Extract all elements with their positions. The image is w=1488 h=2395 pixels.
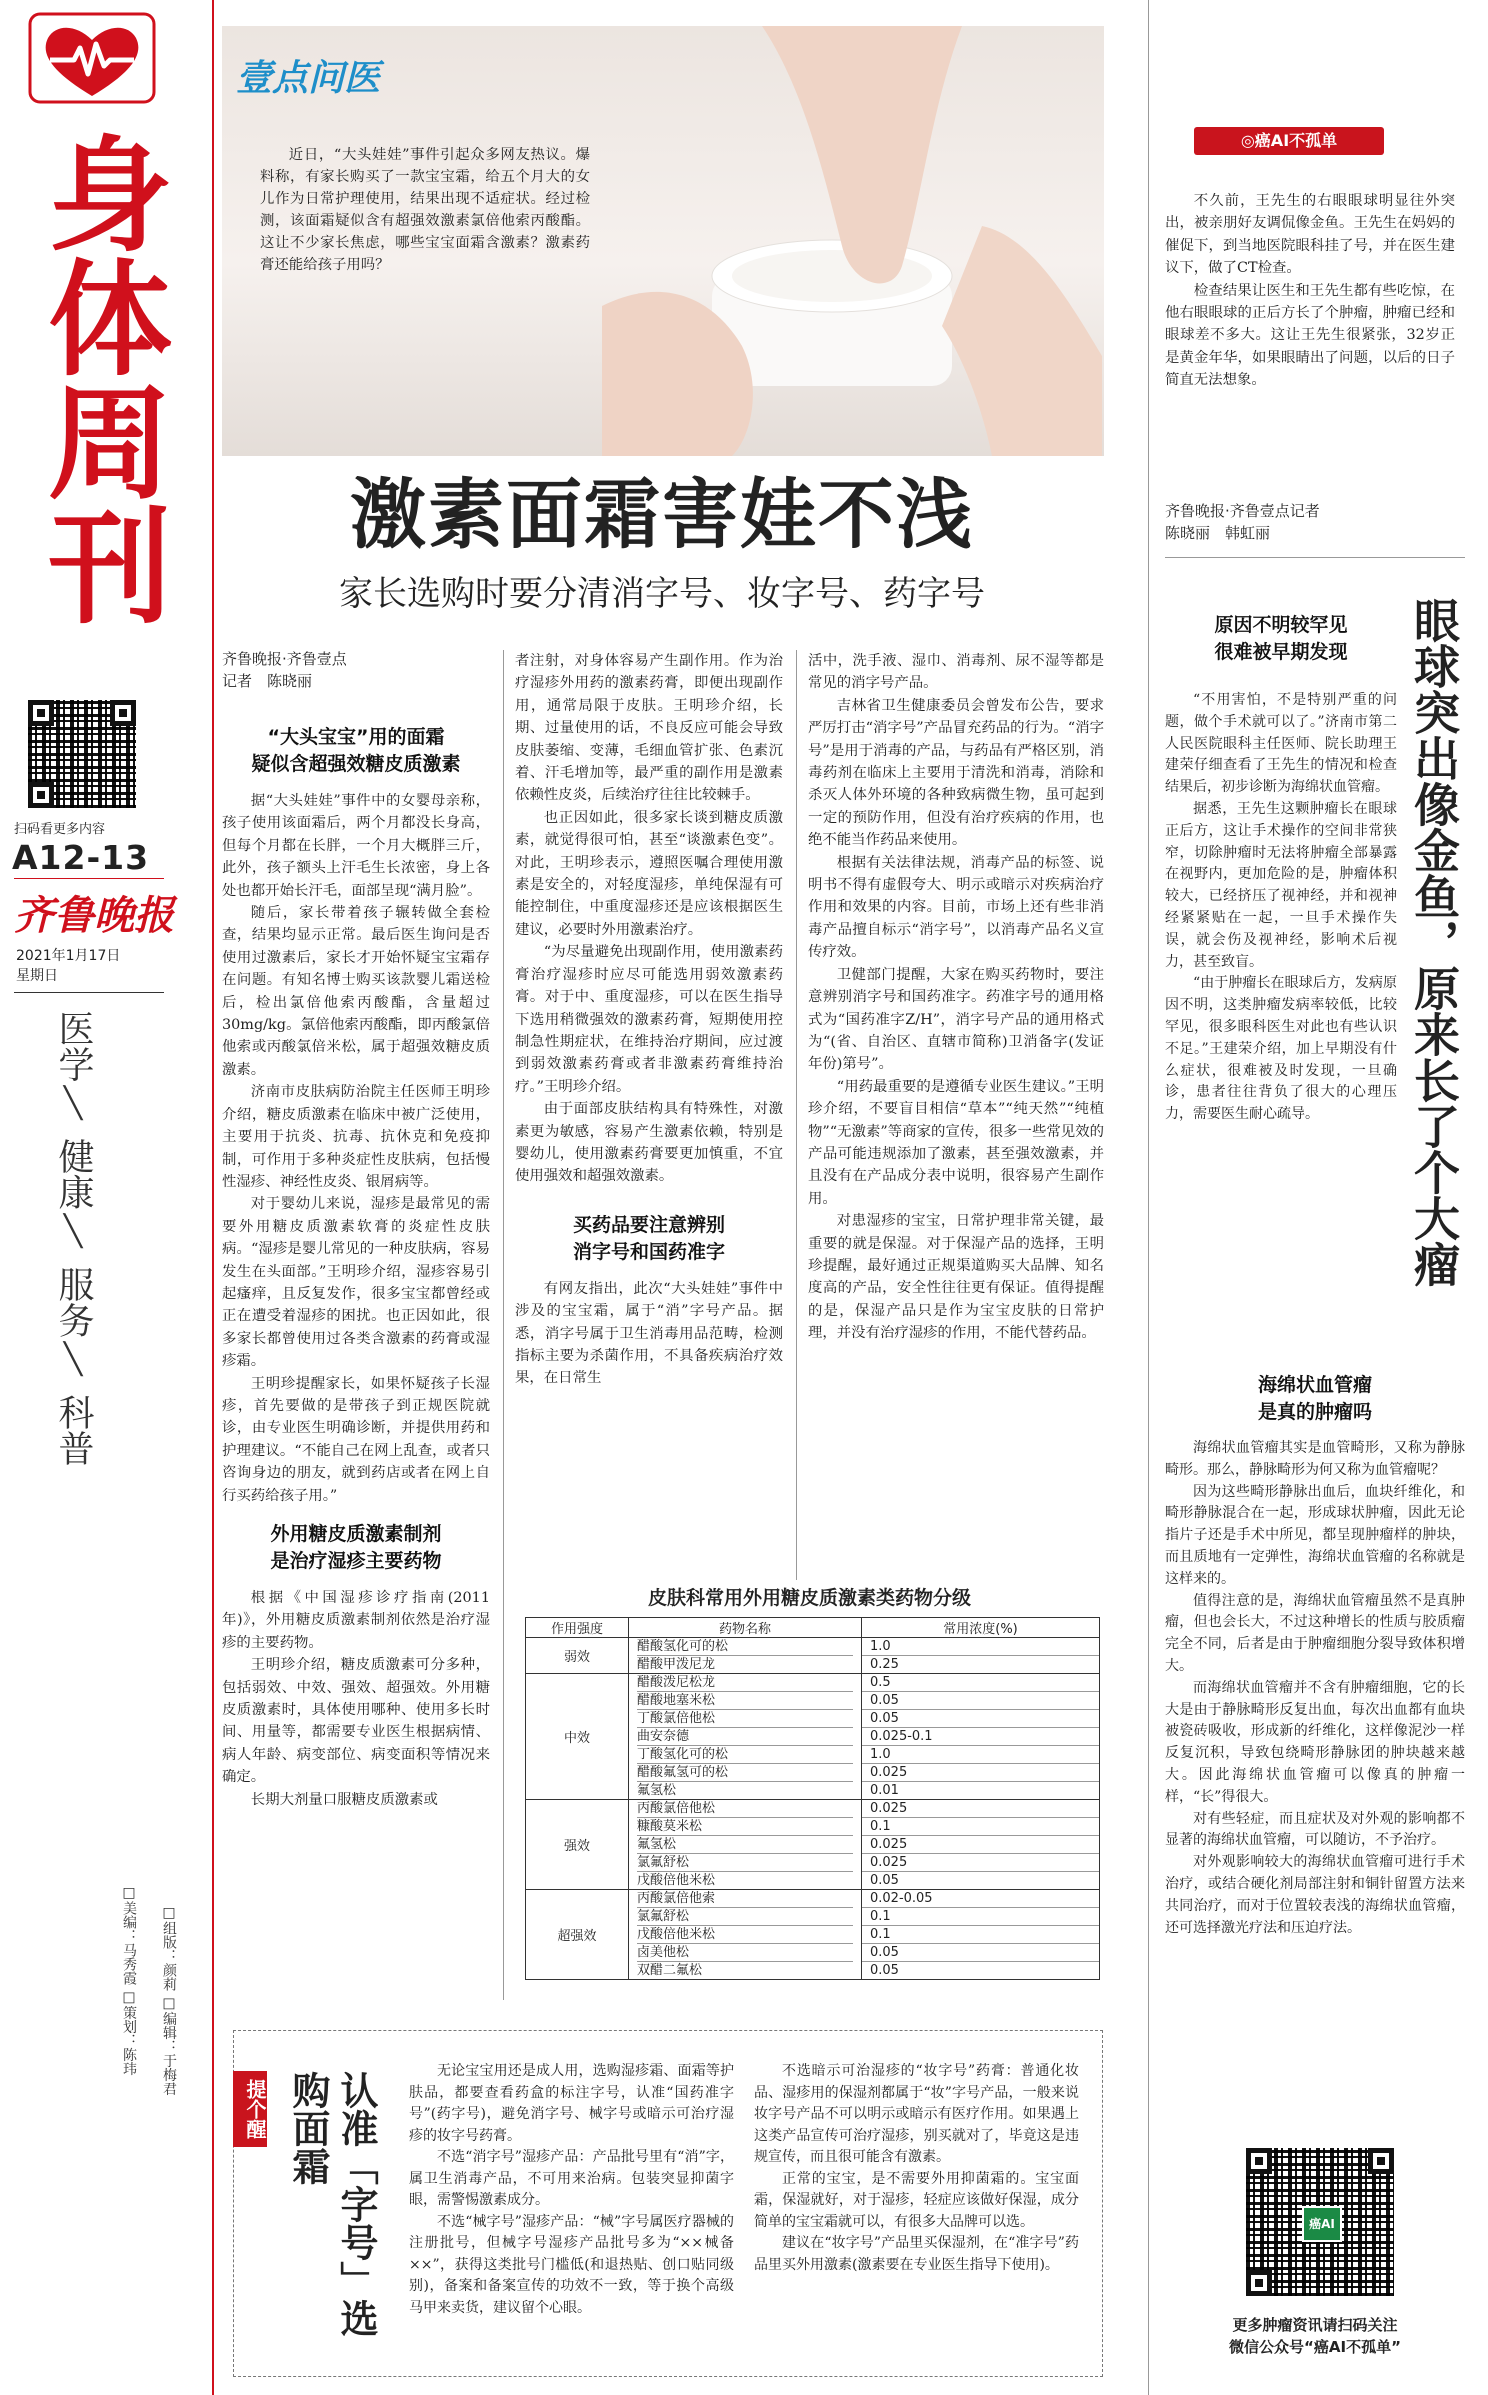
drug-concentration: 0.025 (862, 1764, 1099, 1782)
paragraph: 检查结果让医生和王先生都有些吃惊，在他右眼眼球的正后方长了个肿瘤，肿瘤已经和眼球差不多大。这让王先生很紧张，32岁正是黄金年华，如果眼睛出了问题，以后的日子简直无法想象。 (1165, 282, 1455, 389)
section-divider: ╲ (63, 1086, 83, 1121)
drug-concentration: 0.02-0.05 (862, 1890, 1099, 1908)
concentration-cell (862, 1800, 1100, 1890)
drug-concentration: 0.1 (862, 1908, 1099, 1926)
intro-text: 近日，“大头娃娃”事件引起众多网友热议。爆料称，有家长购买了一款宝宝霜，给五个月大的女儿作为日常护理使用，结果出现不适症状。经过检测，该面霜疑似含有超强效激素氯倍他索丙酸酯。这让不少家长焦虑，哪些宝宝面霜含激素？激素药膏还能给孩子用吗？ (260, 147, 590, 273)
drug-name: 丙酸氯倍他索 (637, 1890, 853, 1908)
drug-concentration: 0.05 (870, 1873, 899, 1888)
paragraph: 根据有关法律法规，消毒产品的标签、说明书不得有虚假夸大、明示或暗示对疾病治疗作用和效果的内容。目前，市场上还有些非消毒产品擅自标示“消字号”，以消毒产品名义宣传疗效。 (808, 854, 1104, 961)
drug-name: 曲安奈德 (637, 1728, 853, 1746)
drug-concentration: 0.025-0.1 (862, 1728, 1099, 1746)
section-divider: ╲ (63, 1342, 83, 1377)
reminder-box (233, 2030, 1103, 2377)
drug-name: 戊酸倍他米松 (637, 1873, 716, 1888)
reminder-column-1 (409, 2061, 734, 2319)
drug-name: 醋酸氢化可的松 (637, 1638, 853, 1656)
section-heading: 外用糖皮质激素制剂 是治疗湿疹主要药物 (270, 1523, 442, 1572)
paragraph: 不选“械字号”湿疹产品：“械”字号属医疗器械的注册批号，但械字号湿疹产品批号多为“××械备××”，获得这类批号门槛低(和退热贴、创口贴同级别)，备案和备案宣传的功效不一致，等于换个高级马甲来卖货，建议留个心眼。 (409, 2213, 734, 2316)
drug-name: 丁酸氯倍他松 (637, 1710, 853, 1728)
drug-name: 氟氢松 (637, 1836, 853, 1854)
section-item: 服务 (53, 1266, 94, 1338)
drug-name-cell (629, 1638, 862, 1674)
reminder-column-2 (754, 2061, 1079, 2276)
paragraph: 者注射，对身体容易产生副作用。作为治疗湿疹外用药的激素药膏，即便出现副作用，通常局限于皮肤。王明珍介绍，长期、过量使用的话，不良反应可能会导致皮肤萎缩、变薄，毛细血管扩张、色素沉着、汗毛增加等，最严重的副作用是激素依赖性皮炎，后续治疗往往比较棘手。 (515, 653, 783, 804)
table-header: 药物名称 (629, 1618, 862, 1638)
paragraph: 不选“消字号”湿疹产品：产品批号里有“消”字，属卫生消毒产品，不可用来治病。包装突显抑菌字眼，需警惕激素成分。 (409, 2149, 734, 2208)
table-row (526, 1890, 1100, 1980)
drug-concentration: 0.025 (862, 1836, 1099, 1854)
drug-concentration: 0.025 (862, 1854, 1099, 1872)
strength-cell: 中效 (526, 1674, 629, 1800)
paper-name: 齐鲁晚报 (14, 892, 174, 939)
paragraph: 卫健部门提醒，大家在购买药物时，要注意辨别消字号和国药准字。药准字号的通用格式为“国药准字Z/H”，消字号产品的通用格式为“(省、自治区、直辖市简称)卫消备字(发证年份)第号”。 (808, 966, 1104, 1073)
main-headline: 激素面霜害娃不浅 (350, 470, 974, 559)
drug-name: 氯氟舒松 (637, 1908, 853, 1926)
drug-name-cell (629, 1890, 862, 1980)
reminder-title: 认准「字号」选购面霜 (286, 2071, 379, 2337)
byline-org: 齐鲁晚报·齐鲁壹点记者 (1165, 502, 1320, 520)
intro-photo (222, 26, 1104, 456)
drug-name-cell (629, 1800, 862, 1890)
drug-name: 氯氟舒松 (637, 1854, 853, 1872)
paragraph: 吉林省卫生健康委员会曾发布公告，要求严厉打击“消字号”产品冒充药品的行为。“消字号”是用于消毒的产品，与药品有严格区别，消毒药剂在临床上主要用于清洗和消毒，消除和杀灭人体外环境的各种致病微生物，虽可起到一定的预防作用，但没有治疗疾病的作用，也绝不能当作药品来使用。 (808, 697, 1104, 849)
drug-concentration: 0.1 (862, 1818, 1099, 1836)
drug-name: 丙酸氯倍他松 (637, 1800, 853, 1818)
section-list (38, 1010, 108, 1466)
staff-credit: □组版：颜莉 (161, 1905, 177, 1991)
drug-concentration: 0.05 (862, 1692, 1099, 1710)
right-qr-caption: 更多肿瘤资讯请扫码关注 微信公众号“癌AI不孤单” (1229, 2316, 1401, 2356)
page-number: A12-13 (12, 838, 150, 877)
article-column-3 (808, 650, 1104, 1345)
drug-concentration: 0.1 (862, 1926, 1099, 1944)
section-item: 健康 (53, 1138, 94, 1210)
drug-name: 丁酸氢化可的松 (637, 1746, 853, 1764)
paragraph: 随后，家长带着孩子辗转做全套检查，结果均显示正常。最后医生询问是否使用过激素后，家长才开始怀疑宝宝霜存在问题。有知名博士购买该款婴儿霜送检后，检出氯倍他索丙酸酯，含量超过30mg/kg。氯倍他索丙酸酯，即丙酸氯倍他索或丙酸氯倍米松，属于超强效糖皮质激素。 (222, 905, 490, 1078)
drug-table-wrap (525, 1617, 1100, 1980)
drug-concentration: 0.05 (862, 1710, 1099, 1728)
paragraph: 因为这些畸形静脉出血后，血块纤维化，和畸形静脉混合在一起，形成球状肿瘤，因此无论指片子还是手术中所见，都呈现肿瘤样的肿块，而且质地有一定弹性，海绵状血管瘤的名称就是这样来的。 (1165, 1483, 1465, 1587)
right-intro (1165, 190, 1455, 392)
paragraph: 对有些轻症，而且症状及对外观的影响都不显著的海绵状血管瘤，可以随访，不予治疗。 (1165, 1810, 1465, 1849)
section-heading: “大头宝宝”用的面霜 疑似含超强效糖皮质激素 (251, 726, 461, 775)
issue-date: 2021年1月17日 (16, 948, 121, 964)
main-subtitle: 家长选购时要分清消字号、妆字号、药字号 (339, 574, 985, 614)
paragraph: 据悉，王先生这颗肿瘤长在眼球正后方，这让手术操作的空间非常狭窄，切除肿瘤时无法将肿瘤全部暴露在视野内，更加危险的是，肿瘤体积较大，已经挤压了视神经，并和视神经紧紧贴在一起，一旦手术操作失误，就会伤及视神经，影响术后视力，甚至致盲。 (1165, 800, 1397, 970)
drug-concentration: 0.05 (862, 1944, 1099, 1962)
paragraph: 长期大剂量口服糖皮质激素或 (250, 1791, 438, 1808)
qr-logo: 癌AI (1302, 2206, 1342, 2242)
drug-concentration: 1.0 (862, 1746, 1099, 1764)
right-subhead-1: 原因不明较罕见 很难被早期发现 (1214, 614, 1348, 663)
drug-name: 卤美他松 (637, 1944, 853, 1962)
cream-jar-illustration (602, 26, 1102, 456)
drug-table-title: 皮肤科常用外用糖皮质激素类药物分级 (647, 1587, 971, 1609)
drug-concentration: 0.01 (870, 1783, 899, 1798)
reminder-tag: 提个醒 (233, 2071, 267, 2147)
paragraph: 由于面部皮肤结构具有特殊性，对激素更为敏感，容易产生激素依赖，特别是婴幼儿，使用激素药膏要更加慎重，不宜使用强效和超强效激素。 (515, 1101, 783, 1185)
section-heading: 买药品要注意辨别 消字号和国药准字 (572, 1213, 725, 1263)
right-qr-code[interactable] (1246, 2148, 1394, 2296)
paragraph: 正常的宝宝，是不需要外用抑菌霜的。宝宝面霜，保湿就好，对于湿疹，轻症应该做好保湿，成分简单的宝宝霜就可以，有很多大品牌可以选。 (754, 2170, 1079, 2230)
strength-cell: 强效 (526, 1800, 629, 1890)
drug-concentration: 0.05 (870, 1963, 899, 1978)
concentration-cell (862, 1890, 1100, 1980)
paragraph: 根据《中国湿疹诊疗指南(2011年)》，外用糖皮质激素制剂依然是治疗湿疹的主要药物。 (222, 1590, 490, 1651)
section-item: 科普 (53, 1394, 94, 1466)
drug-name: 醋酸甲泼尼龙 (637, 1657, 716, 1672)
table-header: 常用浓度(%) (862, 1618, 1100, 1638)
drug-name: 醋酸泼尼松龙 (637, 1674, 853, 1692)
byline-org: 齐鲁晚报·齐鲁壹点 (222, 650, 347, 668)
heart-pulse-icon (22, 10, 162, 110)
paragraph: 活中，洗手液、湿巾、消毒剂、尿不湿等都是常见的消字号产品。 (808, 653, 1104, 692)
table-row (526, 1800, 1100, 1890)
drug-name: 醋酸地塞米松 (637, 1692, 853, 1710)
paragraph: 不久前，王先生的右眼眼球明显往外突出，被亲朋好友调侃像金鱼。王先生在妈妈的催促下，到当地医院眼科挂了号，并在医生建议下，做了CT检查。 (1165, 193, 1455, 277)
paragraph: 建议在“妆字号”产品里买保湿剂，在“准字号”药品里买外用激素(激素要在专业医生指导下使用)。 (754, 2235, 1079, 2273)
paragraph: “不用害怕，不是特别严重的问题，做个手术就可以了。”济南市第二人民医院眼科主任医师、院长助理王建荣仔细查看了王先生的情况和检查结果后，初步诊断为海绵状血管瘤。 (1165, 692, 1397, 796)
staff-credits (120, 1885, 138, 2185)
drug-name: 氟氢松 (637, 1783, 677, 1798)
masthead-qr-code[interactable] (28, 700, 136, 808)
paragraph: “用药最重要的是遵循专业医生建议。”王明珍介绍，不要盲目相信“草本”“纯天然”“纯植物”“无激素”等商家的宣传，很多一些常见效的产品可能违规添加了激素，甚至强效激素，并且没有在产品成分表中说明，很容易产生副作用。 (808, 1078, 1104, 1207)
right-headline: 眼球突出像金鱼，原来长了个大瘤 (1407, 597, 1461, 1287)
byline (222, 648, 347, 692)
paragraph: 对外观影响较大的海绵状血管瘤可进行手术治疗，或结合硬化剂局部注射和铜针留置方法来共同治疗，而对于位置较表浅的海绵状血管瘤，还可选择激光疗法和压迫疗法。 (1165, 1854, 1465, 1936)
qr-caption: 扫码看更多内容 (14, 822, 106, 837)
paragraph: 值得注意的是，海绵状血管瘤虽然不是真肿瘤，但也会长大，不过这种增长的性质与胶质瘤完全不同，后者是由于肿瘤细胞分裂导致体积增大。 (1165, 1592, 1465, 1674)
drug-name: 双醋二氟松 (637, 1963, 703, 1978)
byline-reporter: 陈晓丽 韩虹丽 (1165, 524, 1271, 542)
paragraph: 济南市皮肤病防治院主任医师王明珍介绍，糖皮质激素在临床中被广泛使用，主要用于抗炎、抗毒、抗休克和免疫抑制，可作用于多种炎症性皮肤病，包括慢性湿疹、神经性皮炎、银屑病等。 (222, 1084, 490, 1190)
table-row (526, 1674, 1100, 1800)
table-row (526, 1638, 1100, 1674)
masthead-title: 身体周刊 (27, 130, 171, 626)
right-badge: ◎癌AI不孤单 (1194, 127, 1384, 155)
drug-concentration: 0.025 (862, 1800, 1099, 1818)
concentration-cell (862, 1674, 1100, 1800)
drug-concentration: 1.0 (862, 1638, 1099, 1656)
masthead (0, 0, 210, 2395)
paragraph: 也正因如此，很多家长谈到糖皮质激素，就觉得很可怕，甚至“谈激素色变”。对此，王明珍表示，遵照医嘱合理使用激素是安全的，对轻度湿疹，单纯保湿有可能控制住，中重度湿疹还是应该根据医生建议，必要时外用激素治疗。 (515, 809, 783, 938)
paragraph: 对于婴幼儿来说，湿疹是最常见的需要外用糖皮质激素软膏的炎症性皮肤病。“湿疹是婴儿常见的一种皮肤病，容易发生在头面部。”王明珍介绍，湿疹容易引起瘙痒，且反复发作，很多宝宝都曾经或正在遭受着湿疹的困扰。也正因如此，很多家长都曾使用过各类含激素的药膏或湿疹霜。 (222, 1196, 490, 1370)
byline-reporter: 记者 陈晓丽 (222, 672, 313, 690)
staff-credits (160, 1905, 178, 2205)
drug-concentration: 0.25 (870, 1657, 899, 1672)
strength-cell: 超强效 (526, 1890, 629, 1980)
right-byline (1165, 500, 1320, 544)
strength-cell: 弱效 (526, 1638, 629, 1674)
drug-name: 醋酸氟氢可的松 (637, 1764, 853, 1782)
section-divider: ╲ (63, 1214, 83, 1249)
paragraph: 无论宝宝用还是成人用，选购湿疹霜、面霜等护肤品，都要查看药盒的标注字号，认准“国药准字号”(药字号)，避免消字号、械字号或暗示可治疗湿疹的妆字号药膏。 (409, 2063, 734, 2144)
staff-credit: □策划：陈玮 (121, 1989, 137, 2076)
section-item: 医学 (53, 1010, 94, 1082)
drug-name: 戊酸倍他米松 (637, 1926, 853, 1944)
drug-table (525, 1617, 1100, 1980)
issue-weekday: 星期日 (16, 968, 58, 984)
drug-concentration: 0.5 (862, 1674, 1099, 1692)
right-subhead-2: 海绵状血管瘤 是真的肿瘤吗 (1257, 1374, 1372, 1423)
staff-credit: □编辑：于梅君 (161, 1995, 177, 2096)
intro-badge: 壹点问医 (236, 58, 381, 99)
paragraph: 海绵状血管瘤其实是血管畸形，又称为静脉畸形。那么，静脉畸形为何又称为血管瘤呢？ (1165, 1440, 1465, 1478)
drug-name-cell (629, 1674, 862, 1800)
right-text-1 (1165, 690, 1397, 1126)
drug-name: 糠酸莫米松 (637, 1818, 853, 1836)
paragraph: 对患湿疹的宝宝，日常护理非常关键，最重要的就是保湿。对于保湿产品的选择，王明珍提醒，最好通过正规渠道购买大品牌、知名度高的产品，安全性往往更有保证。值得提醒的是，保湿产品只是作为宝宝皮肤的日常护理，并没有治疗湿疹的作用，不能代替药品。 (808, 1213, 1104, 1342)
paragraph: 不选暗示可治湿疹的“妆字号”药膏：普通化妆品、湿疹用的保湿剂都属于“妆”字号产品，一般来说妆字号产品不可以明示或暗示有医疗作用。如果遇上这类产品宣传可治疗湿疹，别买就对了，毕竟这是违规宣传，而且很可能含有激素。 (754, 2063, 1079, 2165)
table-header: 作用强度 (526, 1618, 629, 1638)
paragraph: 而海绵状血管瘤并不含有肿瘤细胞，它的长大是由于静脉畸形反复出血，每次出血都有血块被瓷砖吸收，形成新的纤维化，这样像泥沙一样反复沉积，导致包绕畸形静脉团的肿块越来越大。因此海绵状血管瘤可以像真的肿瘤一样，“长”得很大。 (1165, 1679, 1465, 1805)
paragraph: 王明珍介绍，糖皮质激素可分多种，包括弱效、中效、强效、超强效。外用糖皮质激素时，具体使用哪种、使用多长时间、用量等，都需要专业医生根据病情、病人年龄、病变部位、病变面积等情况来确定。 (222, 1657, 490, 1786)
paragraph: 王明珍提醒家长，如果怀疑孩子长湿疹，首先要做的是带孩子到正规医院就诊，由专业医生明确诊断，并提供用药和护理建议。“不能自己在网上乱查，或者只咨询身边的朋友，就到药店或者在网上自行买药给孩子用。” (222, 1375, 490, 1504)
paragraph: “由于肿瘤长在眼球后方，发病原因不明，这类肿瘤发病率较低，比较罕见，很多眼科医生对此也有些认识不足。”王建荣介绍，加上早期没有什么症状，很难被及时发现，一旦确诊，患者往往背负了很大的心理压力，需要医生耐心疏导。 (1165, 975, 1397, 1123)
article-column-2 (515, 650, 783, 1390)
concentration-cell (862, 1638, 1100, 1674)
staff-credit: □美编：马秀霞 (121, 1885, 137, 1985)
right-text-2 (1165, 1438, 1465, 1939)
article-column-1 (222, 700, 490, 1811)
paragraph: “为尽量避免出现副作用，使用激素药膏治疗湿疹时应尽可能选用弱效激素药膏。对于中、重度湿疹，可以在医生指导下选用稍微强效的激素药膏，短期使用控制急性期症状，在维持治疗期间，应过渡到弱效激素药膏或者非激素药膏维持治疗。”王明珍介绍。 (515, 944, 783, 1095)
paragraph: 据“大头娃娃”事件中的女婴母亲称，孩子使用该面霜后，两个月都没长身高，但每个月都在长胖，一个月大概胖三斤，此外，孩子额头上汗毛生长浓密，身上各处也都开始长汗毛，面部呈现“满月脸”。 (222, 793, 490, 899)
paragraph: 有网友指出，此次“大头娃娃”事件中涉及的宝宝霜，属于“消”字号产品。据悉，消字号属于卫生消毒用品范畴，检测指标主要为杀菌作用，不具备疾病治疗效果，在日常生 (515, 1280, 783, 1387)
